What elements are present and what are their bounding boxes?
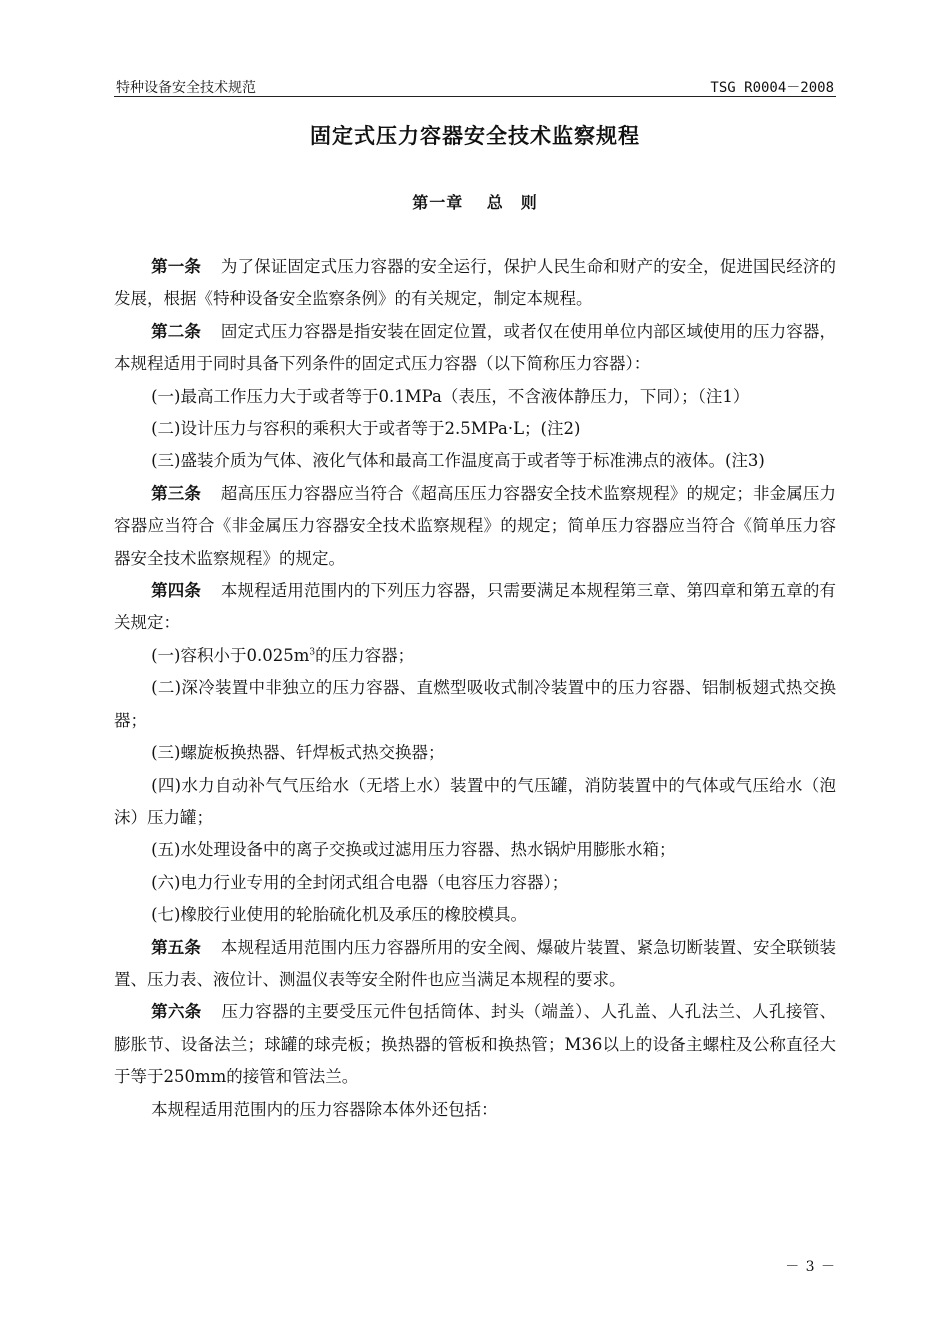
article-text: 压力容器的主要受压元件包括筒体、封头（端盖）、人孔盖、人孔法兰、人孔接管、膨胀节、设备法兰；球罐的球壳板；换热器的管板和换热管；M36以上的设备主螺柱及公称直径大于等于250mm的接管和管法兰。 xyxy=(114,1002,837,1087)
document-body xyxy=(114,251,836,1126)
header-standard-number: TSG R0004－2008 xyxy=(710,80,834,96)
header-standard-category: 特种设备安全技术规范 xyxy=(116,80,256,96)
list-item: (三)盛装介质为气体、液化气体和最高工作温度高于或者等于标准沸点的液体。(注3) xyxy=(151,451,765,471)
article-4 xyxy=(114,575,836,640)
list-item: (二)深冷装置中非独立的压力容器、直燃型吸收式制冷装置中的压力容器、铝制板翅式热交换器； xyxy=(114,678,836,730)
article-2 xyxy=(114,316,836,381)
list-item-text: (一)容积小于0.025m xyxy=(151,645,310,665)
list-item: (二)设计压力与容积的乘积大于或者等于2.5MPa·L；(注2) xyxy=(151,419,581,439)
article-label: 第三条 xyxy=(151,483,202,503)
running-header xyxy=(114,76,836,97)
chapter-heading: 第一章 总 则 xyxy=(412,193,538,212)
article-text: 为了保证固定式压力容器的安全运行，保护人民生命和财产的安全，促进国民经济的发展，根据《特种设备安全监察条例》的有关规定，制定本规程。 xyxy=(114,257,836,309)
list-item: (一)最高工作压力大于或者等于0.1MPa（表压，不含液体静压力，下同）；（注1） xyxy=(151,386,750,406)
document-title: 固定式压力容器安全技术监察规程 xyxy=(310,124,640,148)
article-1 xyxy=(114,251,836,316)
article-label: 第五条 xyxy=(151,937,202,957)
list-item: (六)电力行业专用的全封闭式组合电器（电容压力容器）； xyxy=(151,872,569,892)
list-item: (四)水力自动补气气压给水（无塔上水）装置中的气压罐，消防装置中的气体或气压给水（泡沫）压力罐； xyxy=(114,775,836,827)
article-text: 本规程适用范围内的下列压力容器，只需要满足本规程第三章、第四章和第五章的有关规定： xyxy=(114,581,836,633)
page-number: － 3 － xyxy=(785,1259,836,1275)
superscript-exponent: 3 xyxy=(309,647,316,658)
article-6-continuation: 本规程适用范围内的压力容器除本体外还包括： xyxy=(151,1099,498,1119)
article-label: 第六条 xyxy=(151,1002,202,1022)
article-5 xyxy=(114,932,836,997)
article-text: 本规程适用范围内压力容器所用的安全阀、爆破片装置、紧急切断装置、安全联锁装置、压力表、液位计、测温仪表等安全附件也应当满足本规程的要求。 xyxy=(114,937,836,989)
list-item: (七)橡胶行业使用的轮胎硫化机及承压的橡胶模具。 xyxy=(151,905,527,925)
list-item: (三)螺旋板换热器、钎焊板式热交换器； xyxy=(151,743,445,763)
article-label: 第二条 xyxy=(151,321,202,341)
article-3 xyxy=(114,478,836,575)
list-item: (五)水处理设备中的离子交换或过滤用压力容器、热水锅炉用膨胀水箱； xyxy=(151,840,676,860)
article-label: 第四条 xyxy=(151,581,202,601)
list-item xyxy=(114,640,836,672)
article-6 xyxy=(114,996,836,1093)
article-text: 固定式压力容器是指安装在固定位置，或者仅在使用单位内部区域使用的压力容器，本规程适用于同时具备下列条件的固定式压力容器（以下简称压力容器）： xyxy=(114,321,836,374)
list-item-text: 的压力容器； xyxy=(315,645,415,665)
article-text: 超高压压力容器应当符合《超高压压力容器安全技术监察规程》的规定；非金属压力容器应当符合《非金属压力容器安全技术监察规程》的规定；简单压力容器应当符合《简单压力容器安全技术监察规程》的规定。 xyxy=(114,483,836,568)
article-label: 第一条 xyxy=(151,257,202,276)
